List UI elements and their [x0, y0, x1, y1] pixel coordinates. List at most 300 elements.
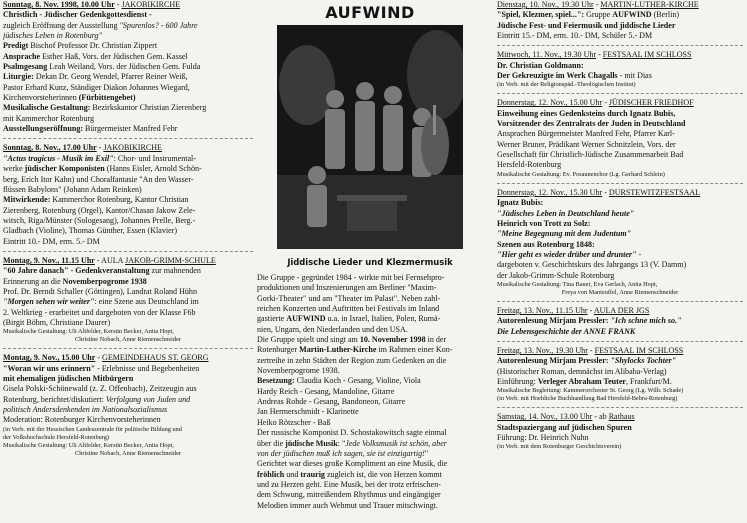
- text-segment: reichen Konzerten und Auftritten bei Festivals im Inland: [257, 304, 440, 314]
- event-line: [3, 10, 253, 20]
- event-line: [497, 188, 743, 198]
- text-segment: : Chor- und Instrumental-: [113, 153, 196, 163]
- text-segment: FESTSAAL IM SCHLOSS: [594, 345, 684, 355]
- event-line: [497, 240, 743, 250]
- event-line: [3, 124, 253, 134]
- text-segment: JAKOBIKIRCHE: [103, 143, 162, 153]
- text-segment: zur mahnenden: [151, 266, 201, 276]
- text-segment: dem Schwung, mitreißendem Rhythmus und eingängiger: [257, 490, 441, 500]
- description-line: [257, 335, 483, 345]
- text-segment: "Spurenlos? - 600 Jahre: [119, 20, 198, 30]
- text-segment: (Birgit Böhm, Christiane Daurer): [3, 317, 111, 327]
- text-segment: Donnerstag, 12. Nov., 15.30 Uhr: [497, 187, 603, 197]
- text-segment: gastierte: [257, 314, 287, 324]
- dashed-divider: [3, 251, 253, 252]
- text-segment: JÜDISCHER FRIEDHOF: [608, 98, 694, 108]
- text-segment: -: [587, 345, 595, 355]
- event-line: [497, 316, 743, 326]
- text-segment: Einführung:: [497, 376, 538, 386]
- text-segment: Novemberpogrome 1938.: [257, 366, 340, 376]
- text-segment: Ignatz Bubis:: [497, 198, 544, 208]
- text-segment: Hardy Reich - Gesang, Mandoline, Gitarre: [257, 386, 395, 396]
- event-line: [497, 356, 743, 366]
- text-segment: Die Gruppe - gegründet 1984 - wirkte mit bei Fernsehpro-: [257, 273, 445, 282]
- text-segment: Verleger Abraham Teuter: [537, 376, 626, 386]
- text-segment: Rathaus: [608, 412, 635, 422]
- event-line: [497, 433, 743, 443]
- text-segment: der Jakob-Grimm-Schule Rotenburg: [497, 270, 615, 280]
- event-line: [3, 287, 253, 297]
- description-line: [257, 407, 483, 417]
- text-segment: AULA DER JGS: [593, 305, 650, 315]
- text-segment: Eintritt 15.- DM, erm. 10.- DM, Schüler 5.- DM: [497, 31, 653, 41]
- text-segment: Claudia Koch - Gesang, Violine, Viola: [296, 376, 421, 386]
- text-segment: -: [96, 143, 104, 153]
- band-caption: Jiddische Lieder und Klezmermusik: [287, 257, 453, 267]
- event-block: [497, 0, 743, 41]
- event-line: [497, 198, 743, 208]
- event-line: [497, 423, 743, 433]
- event-line: [497, 50, 743, 60]
- text-segment: werke: [3, 164, 25, 174]
- event-block: [3, 0, 253, 134]
- event-line: [3, 62, 253, 72]
- text-segment: Moderation: Rotenburger Kirchenvorsteherinnen: [3, 415, 161, 425]
- text-segment: Freitag, 13. Nov., 11.15 Uhr: [497, 305, 588, 315]
- text-segment: Sonntag, 8. Nov., 17.00 Uhr: [3, 143, 97, 153]
- event-line: [497, 150, 743, 160]
- event-line: [3, 114, 253, 124]
- text-segment: Musikalische Gestaltung:: [3, 103, 93, 113]
- text-segment: Christine Nobach, Anne Riemenschneider: [75, 449, 181, 457]
- event-line: [497, 160, 743, 170]
- text-segment: Musikalische Gestaltung: Uli Altfelder, Kerstin Becker, Anita Hopt,: [3, 328, 174, 336]
- event-line: [3, 216, 253, 226]
- text-segment: MARTIN-LUTHER-KIRCHE: [600, 0, 699, 9]
- text-segment: Jede Volksmusik ist schön, aber: [345, 438, 447, 448]
- text-segment: Der russische Komponist D. Schostakowitsch sagte einmal: [257, 428, 447, 438]
- text-segment: Leah Weiland, Vors. der Jüdischen Gem. Fulda: [49, 62, 201, 72]
- dashed-divider: [497, 45, 743, 46]
- text-segment: Christlich - Jüdischer Gedenkgottesdienst -: [3, 10, 152, 20]
- text-segment: Dienstag, 10. Nov., 19.30 Uhr: [497, 0, 594, 9]
- event-line: [497, 71, 743, 81]
- event-line: [3, 52, 253, 62]
- text-segment: Bezirkskantor Christian Zierenberg: [92, 103, 207, 113]
- event-line: [3, 328, 253, 336]
- text-segment: Musikalische Gestaltung: Uli Altfelder, Kerstin Becker, Anita Hopt,: [3, 441, 174, 449]
- event-line: [497, 367, 743, 377]
- description-line: [257, 449, 483, 459]
- text-segment: GEMEINDEHAUS ST. GEORG: [102, 353, 209, 363]
- text-segment: -: [587, 305, 594, 315]
- text-segment: (in Verb. mit Hoehliche Buchhandlung Bad Hersfeld-Bebra-Rotenburg): [497, 395, 678, 403]
- event-line: [3, 164, 253, 174]
- event-block: [3, 143, 253, 246]
- text-segment: - ab: [592, 412, 609, 422]
- text-segment: Gruppe: [586, 10, 613, 20]
- text-segment: "Ich schne mich so.": [610, 316, 682, 326]
- text-segment: Esther Haß, Vors. der Jüdischen Gem. Kassel: [42, 51, 188, 61]
- dashed-divider: [497, 341, 743, 342]
- text-segment: "Actus tragicus - Musik im Exil": [3, 153, 114, 163]
- text-segment: "Woran wir uns erinnern": [3, 363, 96, 373]
- text-segment: Musikalische Begleitung: Kammerorchester St. Georg (Lg. Wilh. Schade): [497, 387, 684, 395]
- event-line: [497, 109, 743, 119]
- text-segment: Christine Nobach, Anne Riemenschneider: [75, 336, 181, 344]
- event-line: [497, 377, 743, 387]
- text-segment: Martin-Luther-Kirche: [299, 345, 379, 355]
- text-segment: (Historischer Roman, demnächst im Alibaba-Verlag): [497, 366, 667, 376]
- description-line: [257, 345, 483, 355]
- text-segment: - AULA: [94, 255, 126, 265]
- text-segment: nien, Ungarn, den Niederlanden und den USA.: [257, 324, 408, 334]
- event-line: [3, 256, 253, 266]
- text-segment: Jan Hermerschmidt - Klarinette: [257, 407, 359, 417]
- event-line: [3, 450, 253, 458]
- text-segment: Verfolgung von Juden und: [105, 394, 191, 404]
- text-segment: "Shylocks Tochter": [610, 356, 677, 366]
- text-segment: Kirchenvorsteherinnen: [3, 93, 79, 103]
- text-segment: -: [602, 98, 609, 108]
- description-line: [257, 283, 483, 293]
- event-line: [497, 0, 743, 10]
- text-segment: -: [593, 0, 601, 9]
- description-line: [257, 314, 483, 324]
- description-line: [257, 480, 483, 490]
- band-photo-image: [277, 25, 463, 249]
- text-segment: jüdische Musik: [285, 438, 338, 448]
- event-line: [3, 308, 253, 318]
- text-segment: -: [95, 353, 103, 363]
- event-line: [497, 140, 743, 150]
- event-line: [3, 353, 253, 363]
- description-line: [257, 470, 483, 480]
- band-title: AUFWIND: [325, 3, 415, 22]
- text-segment: (in Verb. mit dem Rotenburger Geschichtsverein): [497, 443, 622, 451]
- event-line: [3, 297, 253, 307]
- text-segment: Musikalische Gestaltung: Ev. Posaunenchor (Lg. Gerhard Schlein): [497, 170, 665, 178]
- band-photo: [277, 25, 463, 249]
- event-line: [497, 81, 743, 89]
- event-block: [497, 346, 743, 403]
- text-segment: 10. November 1998: [359, 335, 428, 345]
- text-segment: Heiko Rötzscher - Baß: [257, 417, 331, 427]
- event-line: [3, 237, 253, 247]
- event-line: [3, 185, 253, 195]
- event-line: [497, 31, 743, 41]
- text-segment: Stadtspaziergang auf jüdischen Spuren: [497, 422, 632, 432]
- column-right: [497, 0, 743, 453]
- text-segment: Montag, 9. Nov., 15.00 Uhr: [3, 353, 96, 363]
- text-segment: Ansprachen Bürgermeister Manfred Fehr, Pfarrer Karl-: [497, 129, 675, 139]
- event-line: [497, 129, 743, 139]
- text-segment: Gesellschaft für Christlich-Jüdische Zusammenarbeit Bad: [497, 150, 684, 160]
- text-segment: Predigt: [3, 41, 31, 51]
- text-segment: (Fürbittengebet): [78, 93, 136, 103]
- text-segment: Dr. Christian Goldmann:: [497, 60, 584, 70]
- event-line: [497, 260, 743, 270]
- text-segment: Ausstellungseröffnung:: [3, 124, 86, 134]
- text-segment: Autorenlesung Mirjam Pressler:: [497, 356, 611, 366]
- text-segment: Gisela Polski-Schönewald (z. Z. Offenbach), Zeitzeugin aus: [3, 384, 197, 394]
- description-line: [257, 325, 483, 335]
- text-segment: Einweihung eines Gedenksteins durch Ignatz Bubis,: [497, 108, 676, 118]
- description-line: [257, 366, 483, 376]
- event-line: [497, 61, 743, 71]
- text-segment: politisch Andersdenkenden im Nationalsozialismus: [3, 405, 168, 415]
- text-segment: Rotenburger: [257, 345, 300, 355]
- text-segment: - Erlebnisse und Begebenheiten: [95, 363, 200, 373]
- text-segment: im Rahmen einer Kon-: [378, 345, 453, 355]
- text-segment: Autorenlesung Mirjam Pressler:: [497, 316, 611, 326]
- text-segment: Psalmgesang: [3, 62, 50, 72]
- text-segment: (Berlin): [653, 10, 680, 20]
- event-line: [3, 266, 253, 276]
- dashed-divider: [3, 138, 253, 139]
- text-segment: Dekan Dr. Georg Wendel, Pfarrer Reiner Weiß,: [35, 72, 188, 82]
- event-line: [3, 336, 253, 344]
- event-line: [497, 21, 743, 31]
- description-line: [257, 376, 483, 386]
- event-line: [3, 226, 253, 236]
- event-line: [3, 277, 253, 287]
- event-line: [3, 374, 253, 384]
- text-segment: mit ehemaligen jüdischen Mitbürgern: [3, 374, 134, 383]
- event-line: [497, 327, 743, 337]
- text-segment: und: [286, 469, 301, 479]
- text-segment: Montag, 9. Nov., 11.15 Uhr: [3, 255, 95, 265]
- text-segment: dargeboten v. Geschichtskurs des Jahrgangs 13 (V. Damm): [497, 260, 687, 270]
- text-segment: : eine Szene aus Deutschland im: [94, 297, 199, 307]
- event-line: [3, 206, 253, 216]
- event-block: [497, 188, 743, 297]
- dashed-divider: [497, 93, 743, 94]
- event-line: [497, 281, 743, 289]
- dashed-divider: [497, 301, 743, 302]
- event-line: [3, 415, 253, 425]
- text-segment: Vorsitzender des Zentralrats der Juden in Deutschland: [497, 119, 686, 129]
- description-line: [257, 273, 483, 283]
- text-segment: "Spiel, Klezmer, spiel...":: [497, 10, 587, 20]
- event-line: [3, 0, 253, 10]
- description-line: [257, 459, 483, 469]
- event-line: [497, 387, 743, 395]
- description-line: [257, 490, 483, 500]
- text-segment: , Frankfurt/M.: [625, 376, 672, 386]
- description-line: [257, 304, 483, 314]
- description-line: [257, 387, 483, 397]
- event-line: [3, 143, 253, 153]
- text-segment: (in Verb. mit der Religionspäd.-Theologischen Institut): [497, 81, 636, 89]
- text-segment: : ": [337, 438, 346, 448]
- text-segment: Erinnerung an die: [3, 276, 63, 286]
- event-line: [3, 395, 253, 405]
- event-line: [497, 229, 743, 239]
- event-line: [3, 72, 253, 82]
- text-segment: Szenen aus Rotenburg 1848:: [497, 239, 595, 249]
- text-segment: Freitag, 13. Nov., 19.30 Uhr: [497, 345, 588, 355]
- event-line: [3, 21, 253, 31]
- text-segment: Freya von Manteuffel, Anne Riemenschneider: [561, 288, 679, 296]
- text-segment: in der: [427, 335, 447, 345]
- event-line: [497, 443, 743, 451]
- text-segment: von der jüdischen muß ich sagen, sie ist einzigartig!: [257, 448, 425, 458]
- text-segment: Eintritt 10.- DM, erm. 5.- DM: [3, 236, 100, 246]
- description-line: [257, 356, 483, 366]
- event-line: [3, 405, 253, 415]
- text-segment: zugleich ist, die von Herzen kommt: [326, 469, 442, 479]
- text-segment: flüssen Babylons" (Johann Adam Reinken): [3, 184, 142, 194]
- text-segment: ": [424, 448, 429, 458]
- text-segment: Gladbach (Violine), Thomas Günther, Essen (Klavier): [3, 226, 178, 236]
- text-segment: produktionen und Inszenierungen am Berliner "Maxim-: [257, 283, 437, 293]
- event-block: [497, 98, 743, 178]
- text-segment: AUFWIND: [612, 10, 654, 20]
- text-segment: jüdischer Komponisten: [24, 164, 107, 174]
- text-segment: "Hier geht es wieder drüber und drunter": [497, 249, 637, 259]
- text-segment: 2. Weltkrieg - erarbeitet und dargeboten von der Klasse F6b: [3, 307, 196, 317]
- text-segment: traurig: [300, 469, 327, 479]
- text-segment: "Jüdisches Leben in Deutschland heute": [497, 208, 635, 218]
- event-block: [497, 412, 743, 451]
- text-segment: AUFWIND: [286, 314, 328, 324]
- event-line: [497, 98, 743, 108]
- text-segment: witsch, Riga/Münster (Sologesang), Johannes Prelle, Berg.-: [3, 215, 196, 225]
- text-segment: Besetzung:: [257, 376, 297, 386]
- event-line: [3, 175, 253, 185]
- text-segment: zugleich Eröffnung der Ausstellung: [3, 20, 120, 30]
- text-segment: Die Lebensgeschichte der ANNE FRANK: [497, 326, 636, 336]
- event-line: [3, 154, 253, 164]
- text-segment: -: [114, 0, 122, 9]
- event-line: [497, 395, 743, 403]
- text-segment: -: [636, 249, 642, 259]
- event-block: [3, 353, 253, 457]
- event-line: [497, 250, 743, 260]
- band-description: [257, 273, 483, 511]
- text-segment: über die: [257, 438, 286, 448]
- text-segment: Rotenburg, berichtet/diskutiert:: [3, 394, 106, 404]
- event-line: [497, 306, 743, 316]
- event-line: [3, 364, 253, 374]
- text-segment: zertreihe in zehn Städten der Region zum Gedenken an die: [257, 355, 447, 365]
- text-segment: Bischof Professor Dr. Christian Zippert: [30, 41, 158, 51]
- text-segment: Prof. Dr. Berndt Schaller (Göttingen), Landrat Roland Hühn: [3, 286, 197, 296]
- event-line: [3, 195, 253, 205]
- text-segment: -: [596, 50, 603, 60]
- description-line: [257, 294, 483, 304]
- event-block: [497, 306, 743, 337]
- event-line: [497, 119, 743, 129]
- text-segment: Musikalische Gestaltung: Tina Bauer, Eva Gerlach, Anita Hopt,: [497, 280, 658, 288]
- event-line: [497, 346, 743, 356]
- description-line: [257, 418, 483, 428]
- text-segment: Mittwoch, 11. Nov., 19.30 Uhr: [497, 50, 597, 60]
- text-segment: fröhlich: [257, 469, 287, 479]
- description-line: [257, 397, 483, 407]
- text-segment: Andreas Rohde - Gesang, Bandoneon, Gitarre: [257, 397, 406, 407]
- text-segment: JAKOBIKIRCHE: [121, 0, 181, 9]
- text-segment: Novemberpogrome 1938: [62, 276, 147, 286]
- event-block: [3, 256, 253, 344]
- event-line: [497, 412, 743, 422]
- text-segment: -: [602, 187, 609, 197]
- text-segment: FESTSAAL IM SCHLOSS: [602, 50, 692, 60]
- text-segment: (in Verb. mit der Hessischen Landeszentrale für politische Bildung und: [3, 425, 182, 433]
- event-line: [3, 318, 253, 328]
- text-segment: "Morgen sehen wir weiter": [3, 297, 95, 307]
- text-segment: Pastor Erhard Kunz, Ständiger Diakon Johannes Wiegard,: [3, 82, 190, 92]
- event-line: [3, 41, 253, 51]
- text-segment: Die Gruppe spielt und singt am: [257, 335, 360, 345]
- description-line: [257, 439, 483, 449]
- text-segment: - mit Dias: [619, 71, 652, 81]
- text-segment: und zu Herzen geht. Eine Musik, bei der trotz erfrischen-: [257, 479, 441, 489]
- text-segment: "Meine Begegnung mit dem Judentum": [497, 229, 632, 239]
- event-line: [497, 219, 743, 229]
- text-segment: berg, Erich Itor Kahn) und Choralfantasie "An den Wasser-: [3, 174, 194, 184]
- text-segment: JAKOB-GRIMM-SCHULE: [125, 255, 216, 265]
- event-line: [497, 10, 743, 20]
- event-line: [3, 434, 253, 442]
- text-segment: Heinrich von Trott zu Solz:: [497, 218, 591, 228]
- column-center: [257, 0, 483, 511]
- dashed-divider: [3, 348, 253, 349]
- text-segment: der Volkshochschule Hersfeld-Rotenburg): [3, 433, 109, 441]
- event-line: [497, 289, 743, 297]
- text-segment: Samstag, 14. Nov., 13.00 Uhr: [497, 412, 593, 422]
- text-segment: Bürgermeister Manfred Fehr: [85, 124, 178, 134]
- text-segment: mit Kammerchor Rotenburg: [3, 113, 95, 123]
- text-segment: Jüdische Fest- und Feiermusik und jiddische Lieder: [497, 20, 676, 30]
- text-segment: Werner Bruner, Prädikant Werner Schnitzlein, Vors. der: [497, 139, 676, 149]
- text-segment: Führung: Dr. Heinrich Nuhn: [497, 433, 589, 442]
- text-segment: Sonntag, 8. Nov. 1998, 10.00 Uhr: [3, 0, 115, 9]
- description-line: [257, 428, 483, 438]
- dashed-divider: [497, 183, 743, 184]
- text-segment: Liturgie:: [3, 72, 36, 82]
- text-segment: (Hanns Eisler, Arnold Schön-: [106, 164, 202, 174]
- dashed-divider: [497, 407, 743, 408]
- text-segment: jüdisches Leben in Rotenburg": [3, 31, 102, 41]
- text-segment: Melodien immer auch Wehmut und Trauer mitschwingt.: [257, 500, 438, 510]
- text-segment: Hersfeld-Rotenburg: [497, 160, 562, 170]
- event-line: [497, 209, 743, 219]
- text-segment: Gerichtet war dieses große Kompliment an eine Musik, die: [257, 459, 448, 469]
- text-segment: "60 Jahre danach" - Gedenkveranstaltung: [3, 266, 152, 276]
- event-line: [3, 426, 253, 434]
- event-line: [3, 93, 253, 103]
- event-line: [497, 271, 743, 281]
- text-segment: DURSTEWITZFESTSAAL: [608, 187, 701, 197]
- text-segment: Donnerstag, 12. Nov., 15.00 Uhr: [497, 98, 603, 108]
- event-line: [497, 171, 743, 179]
- event-block: [497, 50, 743, 89]
- text-segment: Der Gekreuzigte im Werk Chagalls: [497, 71, 620, 81]
- event-line: [3, 384, 253, 394]
- column-left: [3, 0, 253, 460]
- text-segment: Gorki-Theater" und am "Theater im Palast". Neben zahl-: [257, 293, 441, 303]
- text-segment: Mitwirkende:: [3, 195, 53, 205]
- text-segment: u.a. in Israel, Italien, Polen, Rumä-: [327, 314, 441, 324]
- event-line: [3, 442, 253, 450]
- text-segment: Kammerchor Rotenburg, Kantor Christian: [52, 195, 189, 205]
- event-line: [3, 83, 253, 93]
- event-line: [3, 31, 253, 41]
- text-segment: Ansprache: [3, 51, 43, 61]
- description-line: [257, 501, 483, 511]
